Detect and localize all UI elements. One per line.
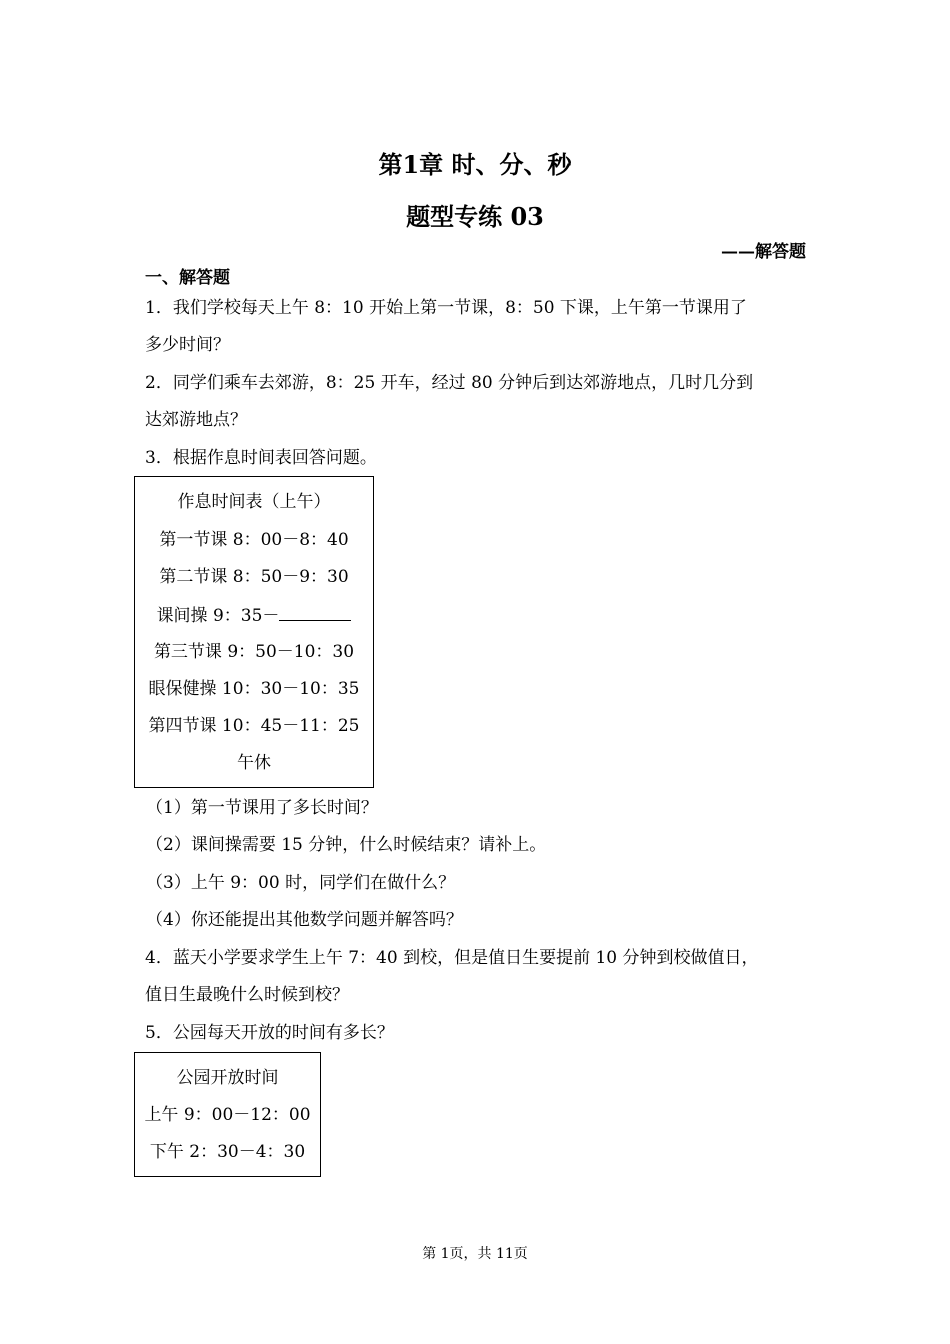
subtitle: ——解答题 <box>721 242 806 262</box>
park-row-2: 下午 2：30－4：30 <box>149 1142 306 1162</box>
question-2-line-1: 2．同学们乘车去郊游，8：25 开车，经过 80 分钟后到达郊游地点，几时几分到 <box>145 373 754 393</box>
question-5-line-1: 5．公园每天开放的时间有多长？ <box>145 1023 394 1043</box>
question-4-line-2: 值日生最晚什么时候到校？ <box>145 985 349 1005</box>
chapter-title: 第1章 时、分、秒 <box>378 150 572 179</box>
question-1-line-1: 1．我们学校每天上午 8：10 开始上第一节课，8：50 下课，上午第一节课用了 <box>145 298 747 318</box>
schedule-row-7: 午休 <box>237 753 271 773</box>
page-footer: 第 1页，共 11页 <box>422 1246 528 1262</box>
schedule-row-3-text: 课间操 9：35－ <box>156 606 280 626</box>
park-row-1: 上午 9：00－12：00 <box>144 1105 311 1125</box>
question-1-line-2: 多少时间？ <box>145 335 230 355</box>
question-3-sub-2: （2）课间操需要 15 分钟，什么时候结束？请补上。 <box>146 835 547 855</box>
schedule-row-1: 第一节课 8：00－8：40 <box>159 530 349 550</box>
question-3-sub-1: （1）第一节课用了多长时间？ <box>146 798 378 818</box>
park-title: 公园开放时间 <box>176 1068 279 1088</box>
schedule-row-2: 第二节课 8：50－9：30 <box>159 567 349 587</box>
schedule-table-box <box>134 476 374 788</box>
question-3-line-1: 3．根据作息时间表回答问题。 <box>145 448 377 468</box>
park-hours-box <box>134 1052 321 1177</box>
practice-title: 题型专练 03 <box>406 202 544 231</box>
schedule-title: 作息时间表（上午） <box>177 492 331 512</box>
question-4-line-1: 4．蓝天小学要求学生上午 7：40 到校，但是值日生要提前 10 分钟到校做值日， <box>145 948 759 968</box>
schedule-row-4: 第三节课 9：50－10：30 <box>153 642 355 662</box>
question-3-sub-4: （4）你还能提出其他数学问题并解答吗？ <box>146 910 463 930</box>
schedule-row-3 <box>135 602 373 628</box>
question-2-line-2: 达郊游地点？ <box>145 410 247 430</box>
schedule-row-5: 眼保健操 10：30－10：35 <box>148 679 360 699</box>
schedule-row-6: 第四节课 10：45－11：25 <box>148 716 360 736</box>
answer-blank <box>279 602 351 621</box>
section-heading: 一、解答题 <box>145 268 230 288</box>
question-3-sub-3: （3）上午 9：00 时，同学们在做什么？ <box>146 873 456 893</box>
